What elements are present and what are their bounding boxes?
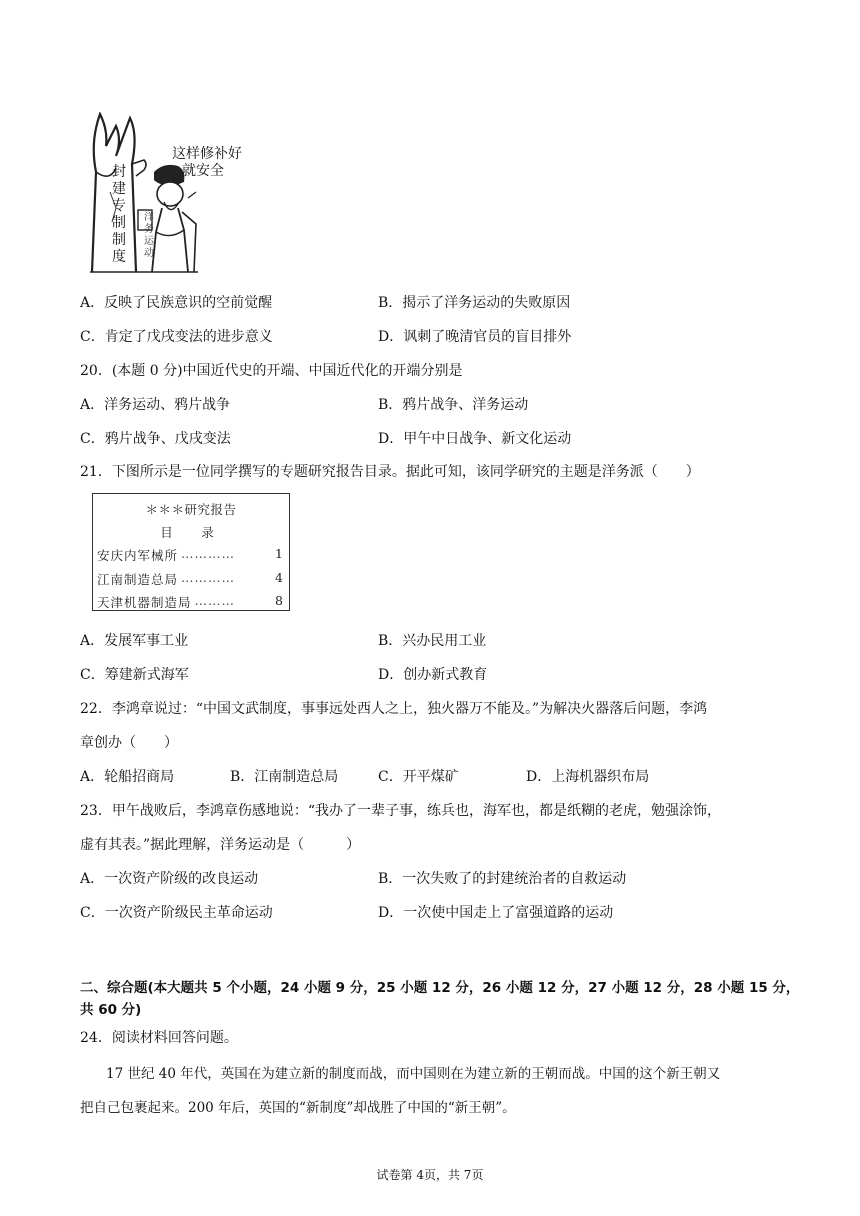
q23-option-c: C．一次资产阶级民主革命运动 <box>80 905 273 921</box>
q20-option-a: A．洋务运动、鸦片战争 <box>80 397 231 413</box>
cartoon-vertical-label <box>112 164 126 266</box>
cartoon-speech-line: 这样修补好 <box>172 146 242 162</box>
q20-stem: 20．(本题 0 分)中国近代史的开端、中国近代化的开端分别是 <box>80 363 463 379</box>
report-entry-name: 江南制造总局 <box>97 572 179 587</box>
report-contents-image <box>92 493 290 611</box>
q22-option-a: A．轮船招商局 <box>80 769 175 785</box>
q23-option-b: B．一次失败了的封建统治者的自救运动 <box>378 871 627 887</box>
q23-stem-line2: 虚有其表。”据此理解，洋务运动是（ ） <box>80 837 361 853</box>
q21-stem: 21．下图所示是一位同学撰写的专题研究报告目录。据此可知，该同学研究的主题是洋务派（ ） <box>80 464 700 480</box>
report-entry-page: 1 <box>275 546 283 561</box>
q23-option-a: A．一次资产阶级的改良运动 <box>80 871 259 887</box>
q19-option-a: A．反映了民族意识的空前觉醒 <box>80 295 273 311</box>
page-footer: 试卷第 4页，共 7页 <box>376 1168 484 1182</box>
q20-option-b: B．鸦片战争、洋务运动 <box>378 397 529 413</box>
q22-option-d: D．上海机器织布局 <box>526 769 650 785</box>
cartoon-label-char: 制 <box>112 215 126 231</box>
q23-option-d: D．一次使中国走上了富强道路的运动 <box>378 905 614 921</box>
q23-stem-line1: 23．甲午战败后，李鸿章伤感地说：“我办了一辈子事，练兵也，海军也，都是纸糊的老虎，勉强涂饰， <box>80 803 721 819</box>
q20-option-d: D．甲午中日战争、新文化运动 <box>378 431 572 447</box>
cartoon-speech <box>172 146 242 180</box>
q24-material-line2: 把自己包裹起来。200 年后，英国的“新制度”却战胜了中国的“新王朝”。 <box>80 1100 516 1116</box>
q22-stem-line1: 22．李鸿章说过：“中国文武制度，事事远处西人之上，独火器万不能及。”为解决火器落后问题，李鸿 <box>80 701 708 717</box>
cartoon-label-char: 建 <box>112 181 126 197</box>
q24-stem: 24．阅读材料回答问题。 <box>80 1030 238 1046</box>
q22-option-b: B．江南制造总局 <box>230 769 339 785</box>
cartoon-label-char: 专 <box>112 198 126 214</box>
report-entry-name: 安庆内军械所 <box>97 548 179 563</box>
cartoon-label-char: 度 <box>112 249 126 265</box>
report-contents-heading: 目 录 <box>160 525 222 540</box>
cartoon-label-char: 封 <box>112 164 126 180</box>
report-entry-name: 天津机器制造局 <box>97 595 192 610</box>
cartoon-small-label <box>144 212 154 260</box>
q21-option-b: B．兴办民用工业 <box>378 633 487 649</box>
cartoon-small-char: 动 <box>144 248 154 259</box>
report-entry <box>97 593 283 611</box>
report-title: ＊＊＊研究报告 <box>145 502 237 517</box>
q20-option-c: C．鸦片战争、戊戌变法 <box>80 431 231 447</box>
report-entry-page: 8 <box>275 593 283 608</box>
q19-option-b: B．揭示了洋务运动的失败原因 <box>378 295 571 311</box>
cartoon-small-char: 运 <box>144 236 154 247</box>
report-entry-dots: ………… <box>181 546 236 561</box>
q22-option-c: C．开平煤矿 <box>378 769 459 785</box>
cartoon-label-char: 制 <box>112 232 126 248</box>
q21-option-d: D．创办新式教育 <box>378 667 488 683</box>
cartoon-small-char: 洋 <box>144 212 154 223</box>
cartoon-speech-line: 就安全 <box>182 163 224 179</box>
q19-option-d: D．讽刺了晚清官员的盲目排外 <box>378 329 572 345</box>
section2-heading-line2: 共 60 分) <box>80 1002 142 1018</box>
q19-option-c: C．肯定了戊戌变法的进步意义 <box>80 329 273 345</box>
q21-option-a: A．发展军事工业 <box>80 633 189 649</box>
cartoon-image <box>86 112 256 276</box>
report-entry <box>97 546 283 564</box>
cartoon-small-char: 务 <box>144 224 154 235</box>
q22-stem-line2: 章创办（ ） <box>80 735 178 751</box>
q21-option-c: C．筹建新式海军 <box>80 667 189 683</box>
report-entry-page: 4 <box>275 570 283 585</box>
section2-heading-line1: 二、综合题(本大题共 5 个小题，24 小题 9 分，25 小题 12 分，26 小题 12 分，27 小题 12 分，28 小题 15 分， <box>80 980 800 996</box>
report-entry <box>97 570 283 588</box>
q24-material-line1: 17 世纪 40 年代，英国在为建立新的制度而战，而中国则在为建立新的王朝而战。中国的这个新王朝又 <box>106 1066 721 1082</box>
report-entry-dots: ……… <box>194 593 236 608</box>
report-entry-dots: ………… <box>181 570 236 585</box>
